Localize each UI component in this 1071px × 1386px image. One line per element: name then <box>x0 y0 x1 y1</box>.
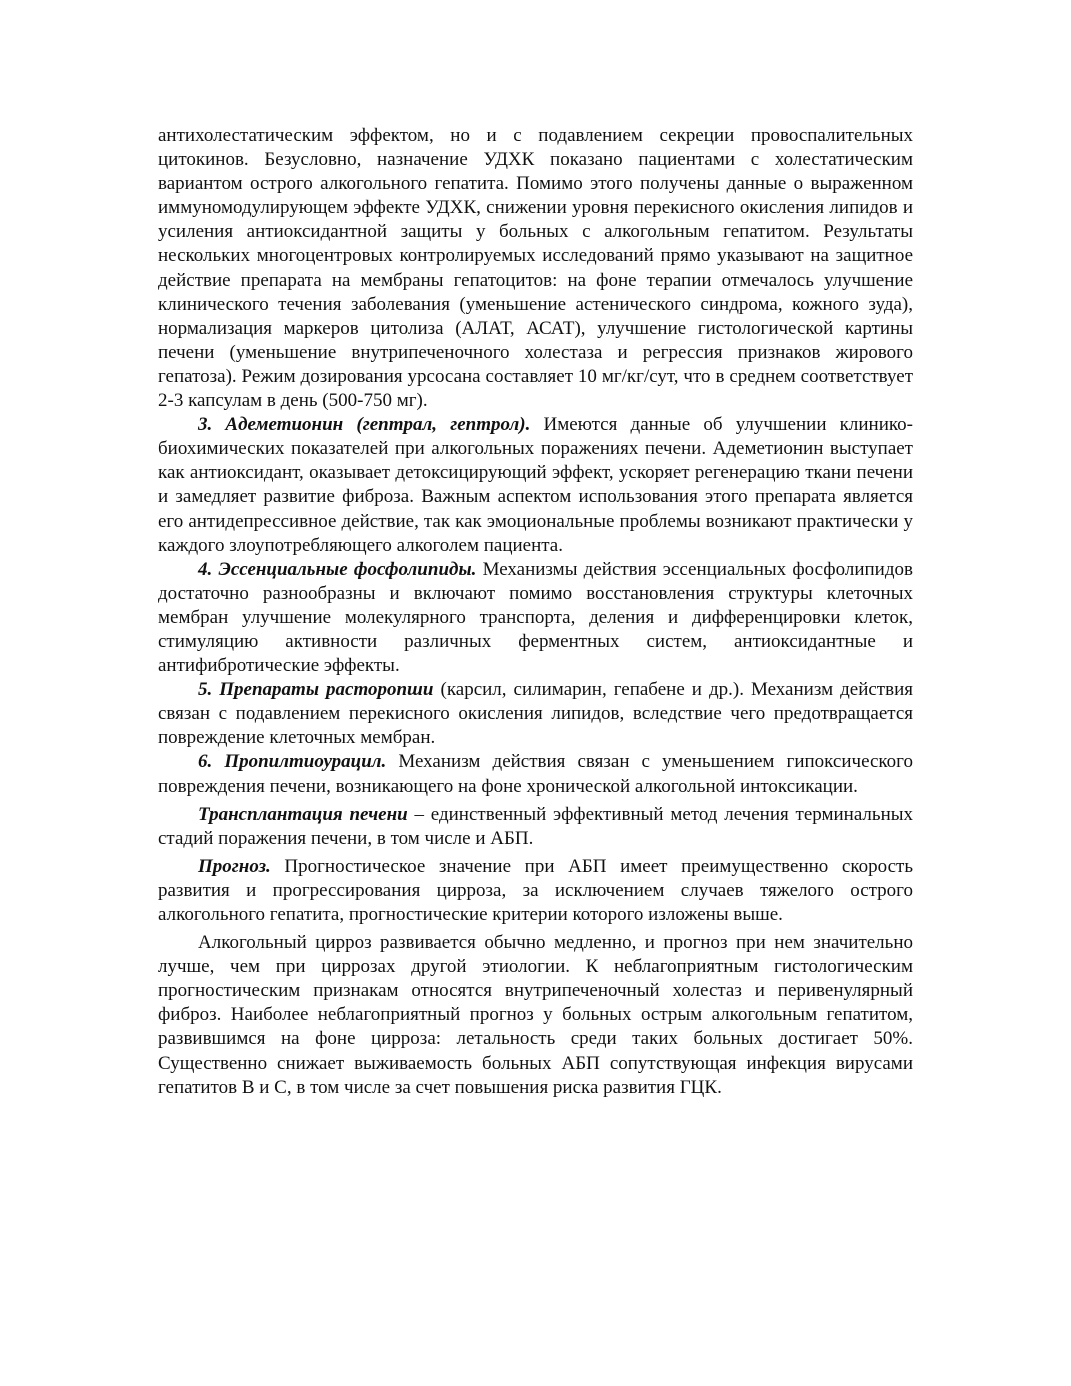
paragraph-propylthiouracil <box>158 750 913 798</box>
paragraph-text: Механизмы действия эссенциальных фосфолипидов достаточно разнообразны и включают помимо восстановления структуры клеточных мембран улучшение молекулярного транспорта, деления и дифференцировки клеток, стимуляцию активности различных ферментных систем, антиоксидантные и антифибротические эффекты. <box>158 558 913 677</box>
paragraph-udca-continuation <box>158 124 913 413</box>
paragraph-text: антихолестатическим эффектом, но и с подавлением секреции провоспалительных цитокинов. Безусловно, назначение УДХК показано пациентами с холестатическим вариантом острого алкогольного гепатита. Помимо этого получены данные о выраженном иммуномодулирующем эффекте УДХК, снижении уровня перекисного окисления липидов и усиления антиоксидантной защиты у больных с алкогольным гепатитом. Результаты нескольких многоцентровых контролируемых исследований прямо указывают на защитное действие препарата на мембраны гепатоцитов: на фоне терапии отмечалось улучшение клинического течения заболевания (уменьшение астенического синдрома, кожного зуда), нормализация маркеров цитолиза (АЛАТ, АСАТ), улучшение гистологической картины печени (уменьшение внутрипеченочного холестаза и регрессия признаков жирового гепатоза). Режим дозирования урсосана составляет 10 мг/кг/сут, что в среднем соответствует 2-3 капсулам в день (500-750 мг). <box>158 125 913 412</box>
document-page <box>158 124 913 1100</box>
paragraph-text: Алкогольный цирроз развивается обычно медленно, и прогноз при нем значительно лучше, чем при циррозах другой этиологии. К неблагоприятным гистологическим прогностическим признакам относятся внутрипеченочный холестаз и перивенулярный фиброз. Наиболее неблагоприятный прогноз у больных острым алкогольным гепатитом, развившимся на фоне цирроза: летальность среди таких больных достигает 50%. Существенно снижает выживаемость больных АБП сопутствующая инфекция вирусами гепатитов В и С, в том числе за счет повышения риска развития ГЦК. <box>158 932 913 1098</box>
paragraph-term: 5. Препараты расторопши <box>198 679 434 701</box>
paragraph-liver-transplant <box>158 803 913 851</box>
paragraph-term: 6. Пропилтиоурацил. <box>198 751 387 773</box>
paragraph-term: 3. Адеметионин (гептрал, гептрол). <box>198 414 531 436</box>
paragraph-text: – единственный эффективный метод лечения терминальных стадий поражения печени, в том числе и АБП. <box>158 803 914 849</box>
paragraph-term: 4. Эссенциальные фосфолипиды. <box>198 558 477 580</box>
paragraph-milk-thistle <box>158 678 913 750</box>
paragraph-phospholipids <box>158 558 913 678</box>
paragraph-text: Механизм действия связан с уменьшением гипоксического повреждения печени, возникающего на фоне хронической алкогольной интоксикации. <box>158 751 913 797</box>
paragraph-ademetionine <box>158 413 913 558</box>
paragraph-text: (карсил, силимарин, гепабене и др.). Механизм действия связан с подавлением перекисного окисления липидов, вследствие чего предотвращается повреждение клеточных мембран. <box>158 679 913 749</box>
paragraph-cirrhosis-prognosis <box>158 931 913 1100</box>
paragraph-term: Трансплантация печени <box>198 803 408 825</box>
paragraph-prognosis <box>158 855 913 927</box>
paragraph-term: Прогноз. <box>198 855 271 877</box>
paragraph-text: Прогностическое значение при АБП имеет преимущественно скорость развития и прогрессирования цирроза, за исключением случаев тяжелого острого алкогольного гепатита, прогностические критерии которого изложены выше. <box>158 855 913 925</box>
paragraph-text: Имеются данные об улучшении клинико-биохимических показателей при алкогольных поражениях печени. Адеметионин выступает как антиоксидант, оказывает детоксицирующий эффект, ускоряет регенерацию ткани печени и замедляет развитие фиброза. Важным аспектом использования этого препарата является его антидепрессивное действие, так как эмоциональные проблемы возникают практически у каждого злоупотребляющего алкоголем пациента. <box>158 414 913 556</box>
